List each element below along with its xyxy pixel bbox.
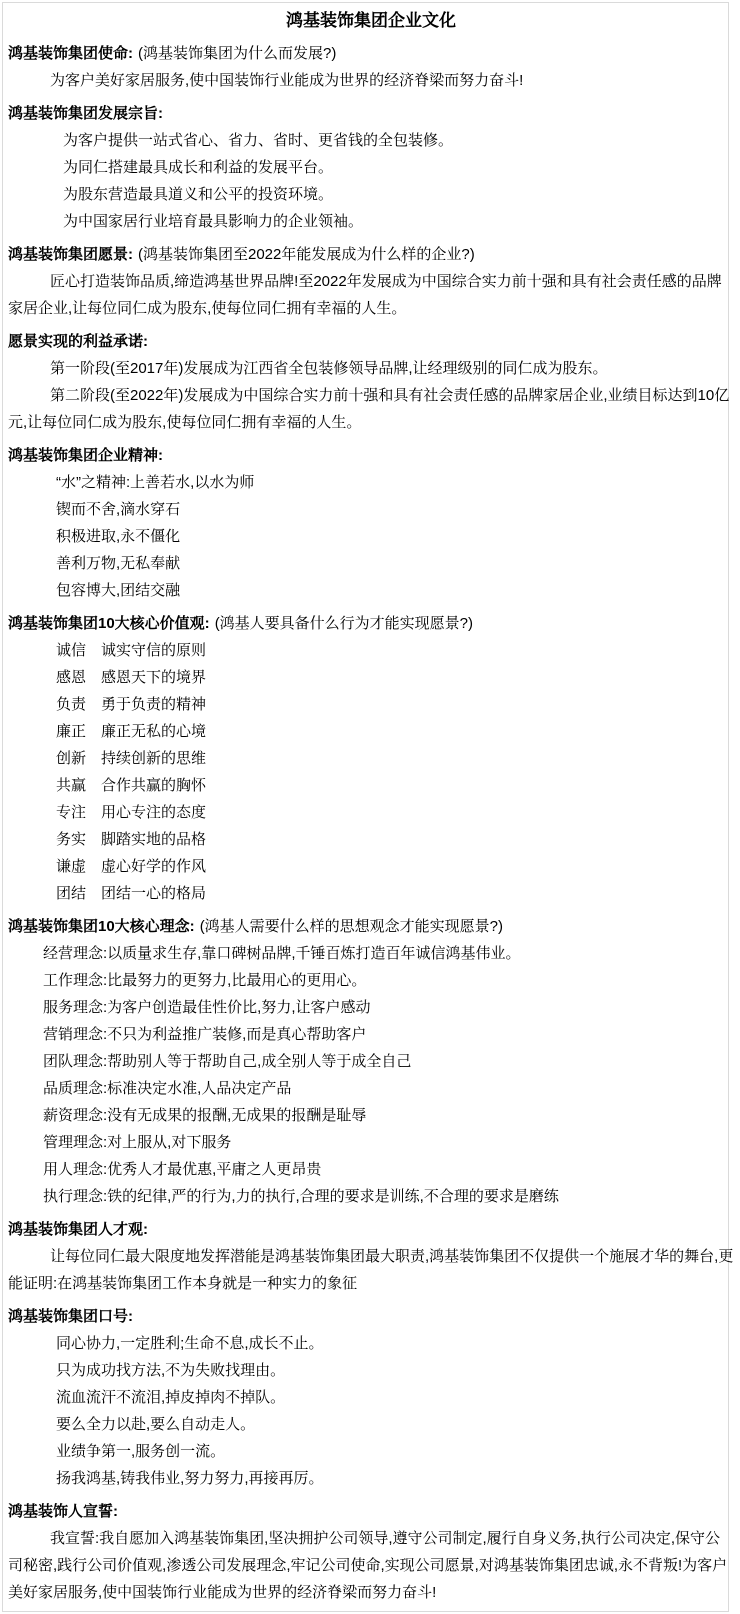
item-list (8, 637, 734, 907)
list-item: 营销理念:不只为利益推广装修,而是真心帮助客户 (43, 1026, 367, 1043)
heading-text: 鸿基装饰集团发展宗旨: (8, 105, 163, 122)
list-item: 业绩争第一,服务创一流。 (56, 1443, 226, 1460)
item-list (8, 469, 734, 604)
list-item: 品质理念:标准决定水准,人品决定产品 (43, 1080, 292, 1097)
paragraph: 为客户美好家居服务,使中国装饰行业能成为世界的经济脊梁而努力奋斗! (50, 72, 524, 89)
section-heading (8, 442, 734, 469)
list-item: 管理理念:对上服从,对下服务 (43, 1134, 232, 1151)
list-item: 要么全力以赴,要么自动走人。 (56, 1416, 256, 1433)
list-item: 同心协力,一定胜利;生命不息,成长不止。 (56, 1335, 324, 1352)
heading-text: 愿景实现的利益承诺: (8, 333, 148, 350)
list-item: 流血流汗不流泪,掉皮掉肉不掉队。 (56, 1389, 286, 1406)
paragraph: 我宣誓:我自愿加入鸿基装饰集团,坚决拥护公司领导,遵守公司制定,履行自身义务,执行公司决定,保守公司秘密,践行公司价值观,渗透公司发展理念,牢记公司使命,实现公司愿景,对鸿基装饰集团忠诚,永不背叛!为客户美好家居服务,使中国装饰行业能成为世界的经济脊梁而努力奋斗! (8, 1530, 728, 1601)
heading-subtext: (鸿基人要具备什么行为才能实现愿景?) (214, 615, 474, 632)
section-heading (8, 1303, 734, 1330)
document-title: 鸿基装饰集团企业文化 (286, 11, 456, 30)
heading-text: 鸿基装饰集团10大核心理念: (8, 918, 195, 935)
list-item: 锲而不舍,滴水穿石 (56, 501, 181, 518)
list-item: 负责 勇于负责的精神 (56, 696, 207, 713)
list-item: 服务理念:为客户创造最佳性价比,努力,让客户感动 (43, 999, 371, 1016)
list-item: 积极进取,永不僵化 (56, 528, 181, 545)
list-item: 扬我鸿基,铸我伟业,努力努力,再接再厉。 (56, 1470, 324, 1487)
list-item: “水”之精神:上善若水,以水为师 (56, 474, 255, 491)
item-list (8, 127, 734, 235)
list-item: 执行理念:铁的纪律,严的行为,力的执行,合理的要求是训练,不合理的要求是磨练 (43, 1188, 559, 1205)
paragraph-list (8, 268, 734, 322)
heading-text: 鸿基装饰集团使命: (8, 45, 133, 62)
section-purpose (8, 100, 734, 235)
heading-subtext: (鸿基装饰集团为什么而发展?) (138, 45, 337, 62)
list-item: 为中国家居行业培育最具影响力的企业领袖。 (63, 213, 364, 230)
section-core-values (8, 610, 734, 907)
section-heading (8, 610, 734, 637)
heading-text: 鸿基装饰人宣誓: (8, 1503, 118, 1520)
list-item: 薪资理念:没有无成果的报酬,无成果的报酬是耻辱 (43, 1107, 367, 1124)
section-vision (8, 241, 734, 322)
section-heading (8, 241, 734, 268)
heading-subtext: (鸿基人需要什么样的思想观念才能实现愿景?) (199, 918, 504, 935)
heading-text: 鸿基装饰集团愿景: (8, 246, 133, 263)
section-heading (8, 1216, 734, 1243)
list-item: 为客户提供一站式省心、省力、省时、更省钱的全包装修。 (63, 132, 454, 149)
paragraph-list (8, 1243, 734, 1297)
section-core-principles (8, 913, 734, 1210)
heading-subtext: (鸿基装饰集团至2022年能发展成为什么样的企业?) (138, 246, 475, 263)
heading-text: 鸿基装饰集团口号: (8, 1308, 133, 1325)
section-oath (8, 1498, 734, 1606)
item-list (8, 1330, 734, 1492)
list-item: 善利万物,无私奉献 (56, 555, 181, 572)
paragraph: 让每位同仁最大限度地发挥潜能是鸿基装饰集团最大职责,鸿基装饰集团不仅提供一个施展才华的舞台,更能证明:在鸿基装饰集团工作本身就是一种实力的象征 (8, 1248, 734, 1292)
list-item: 用人理念:优秀人才最优惠,平庸之人更昂贵 (43, 1161, 322, 1178)
section-talent (8, 1216, 734, 1297)
list-item: 专注 用心专注的态度 (56, 804, 207, 821)
list-item: 共赢 合作共赢的胸怀 (56, 777, 207, 794)
section-heading (8, 100, 734, 127)
list-item: 包容博大,团结交融 (56, 582, 181, 599)
paragraph-list (8, 355, 734, 436)
section-mission (8, 40, 734, 94)
list-item: 经营理念:以质量求生存,靠口碑树品牌,千锤百炼打造百年诚信鸿基伟业。 (43, 945, 521, 962)
list-item: 只为成功找方法,不为失败找理由。 (56, 1362, 286, 1379)
list-item: 为股东营造最具道义和公平的投资环境。 (63, 186, 334, 203)
heading-text: 鸿基装饰集团10大核心价值观: (8, 615, 210, 632)
heading-text: 鸿基装饰集团人才观: (8, 1221, 148, 1238)
paragraph: 第二阶段(至2022年)发展成为中国综合实力前十强和具有社会责任感的品牌家居企业,业绩目标达到10亿元,让每位同仁成为股东,使每位同仁拥有幸福的人生。 (8, 387, 730, 431)
list-item: 团结 团结一心的格局 (56, 885, 207, 902)
item-list (8, 940, 734, 1210)
paragraph-list (8, 1525, 734, 1606)
section-heading (8, 40, 734, 67)
list-item: 谦虚 虚心好学的作风 (56, 858, 207, 875)
section-heading (8, 1498, 734, 1525)
list-item: 务实 脚踏实地的品格 (56, 831, 207, 848)
section-heading (8, 913, 734, 940)
paragraph-list (8, 67, 734, 94)
list-item: 工作理念:比最努力的更努力,比最用心的更用心。 (43, 972, 367, 989)
section-commitment (8, 328, 734, 436)
list-item: 感恩 感恩天下的境界 (56, 669, 207, 686)
section-slogan (8, 1303, 734, 1492)
list-item: 创新 持续创新的思维 (56, 750, 207, 767)
list-item: 诚信 诚实守信的原则 (56, 642, 207, 659)
section-spirit (8, 442, 734, 604)
paragraph: 匠心打造装饰品质,缔造鸿基世界品牌!至2022年发展成为中国综合实力前十强和具有社会责任感的品牌家居企业,让每位同仁成为股东,使每位同仁拥有幸福的人生。 (8, 273, 722, 317)
list-item: 廉正 廉正无私的心境 (56, 723, 207, 740)
heading-text: 鸿基装饰集团企业精神: (8, 447, 163, 464)
paragraph: 第一阶段(至2017年)发展成为江西省全包装修领导品牌,让经理级别的同仁成为股东。 (50, 360, 608, 377)
list-item: 团队理念:帮助别人等于帮助自己,成全别人等于成全自己 (43, 1053, 412, 1070)
section-heading (8, 328, 734, 355)
list-item: 为同仁搭建最具成长和利益的发展平台。 (63, 159, 334, 176)
